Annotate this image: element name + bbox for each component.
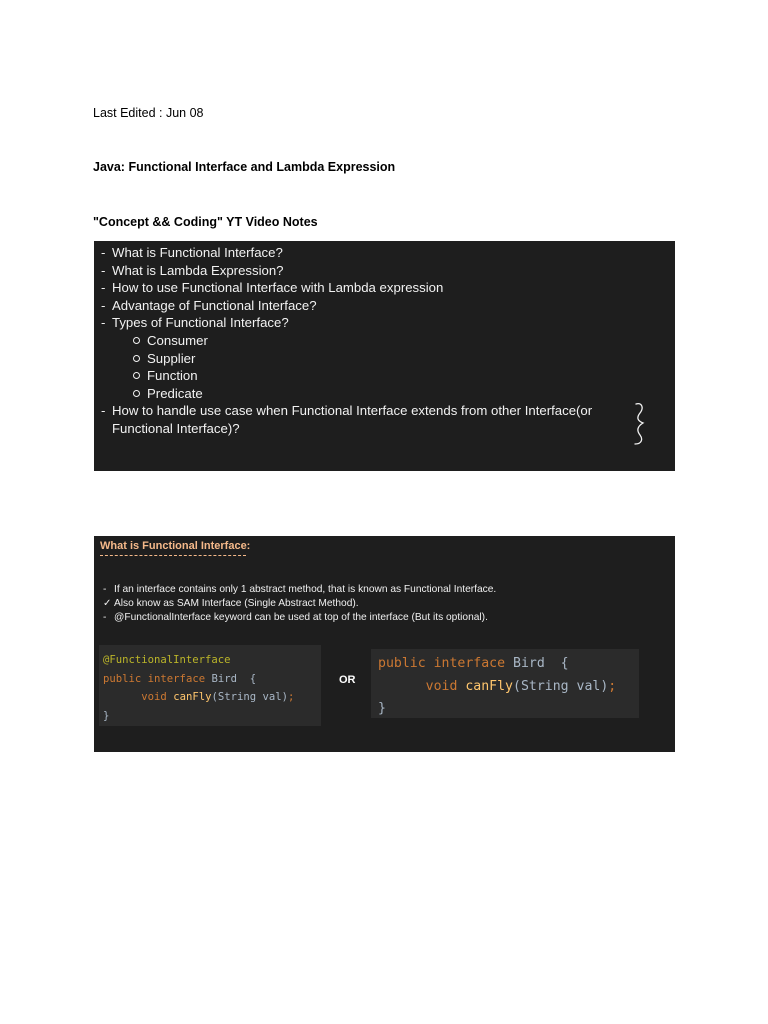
topic-item (99, 402, 675, 437)
code-semicolon: ; (608, 678, 617, 694)
topic-item-line2: Functional Interface)? (112, 420, 240, 436)
code-brace: { (249, 672, 257, 685)
fi-point (103, 611, 496, 625)
or-label: OR (339, 674, 356, 686)
fi-point (103, 583, 496, 597)
code-keyword: void (141, 691, 167, 703)
topic-item (99, 314, 675, 402)
code-params: (String val) (513, 678, 609, 694)
fi-point-text: @FunctionalInterface keyword can be used at top of the interface (But its optional). (114, 612, 488, 623)
fi-heading-underline (100, 555, 246, 556)
topic-item-line1: How to handle use case when Functional Interface extends from other Interface(or (112, 403, 593, 419)
types-sub-list (112, 332, 675, 402)
topics-image (94, 241, 675, 471)
code-class-name: Bird (513, 656, 545, 671)
fi-point-text: Also know as SAM Interface (Single Abstract Method). (114, 598, 359, 609)
functional-interface-image (94, 536, 675, 752)
code-keyword: public (378, 656, 426, 671)
code-block-annotated (99, 645, 321, 726)
sub-item-consumer: Consumer (132, 332, 675, 350)
code-method: canFly (173, 691, 212, 703)
notes-subtitle: "Concept && Coding" YT Video Notes (93, 215, 318, 229)
code-keyword: interface (433, 656, 506, 671)
code-params: (String val) (211, 691, 289, 703)
last-edited-text: Last Edited : Jun 08 (93, 106, 204, 120)
code-brace: } (103, 709, 110, 722)
code-class-name: Bird (211, 672, 237, 685)
code-keyword: void (425, 678, 458, 694)
fi-points-list (103, 583, 496, 625)
sub-item-function: Function (132, 367, 675, 385)
topic-item-label: Types of Functional Interface? (112, 315, 289, 331)
code-method: canFly (465, 678, 513, 694)
sub-item-supplier: Supplier (132, 350, 675, 368)
topic-item: - What is Functional Interface? (99, 244, 675, 262)
fi-point-text: If an interface contains only 1 abstract method, that is known as Functional Interface. (114, 584, 497, 595)
fi-point (103, 597, 496, 611)
fi-heading: What is Functional Interface: (100, 540, 251, 552)
dash-bullet: - (103, 584, 107, 595)
code-keyword: interface (147, 672, 206, 685)
sub-item-predicate: Predicate (132, 385, 675, 403)
code-brace: } (378, 701, 386, 716)
dash-bullet: - (103, 612, 107, 623)
handwritten-brace-icon (630, 401, 650, 447)
checkmark-icon: ✓ (103, 598, 112, 609)
code-block-plain (371, 649, 639, 718)
document-title: Java: Functional Interface and Lambda Expression (93, 160, 396, 174)
code-annotation: @FunctionalInterface (103, 654, 231, 666)
topic-item: - What is Lambda Expression? (99, 262, 675, 280)
code-keyword: public (103, 672, 142, 685)
topics-list (99, 244, 675, 438)
topic-item: - How to use Functional Interface with Lambda expression (99, 279, 675, 297)
code-brace: { (560, 656, 569, 671)
code-semicolon: ; (288, 691, 295, 703)
topic-item: - Advantage of Functional Interface? (99, 297, 675, 315)
